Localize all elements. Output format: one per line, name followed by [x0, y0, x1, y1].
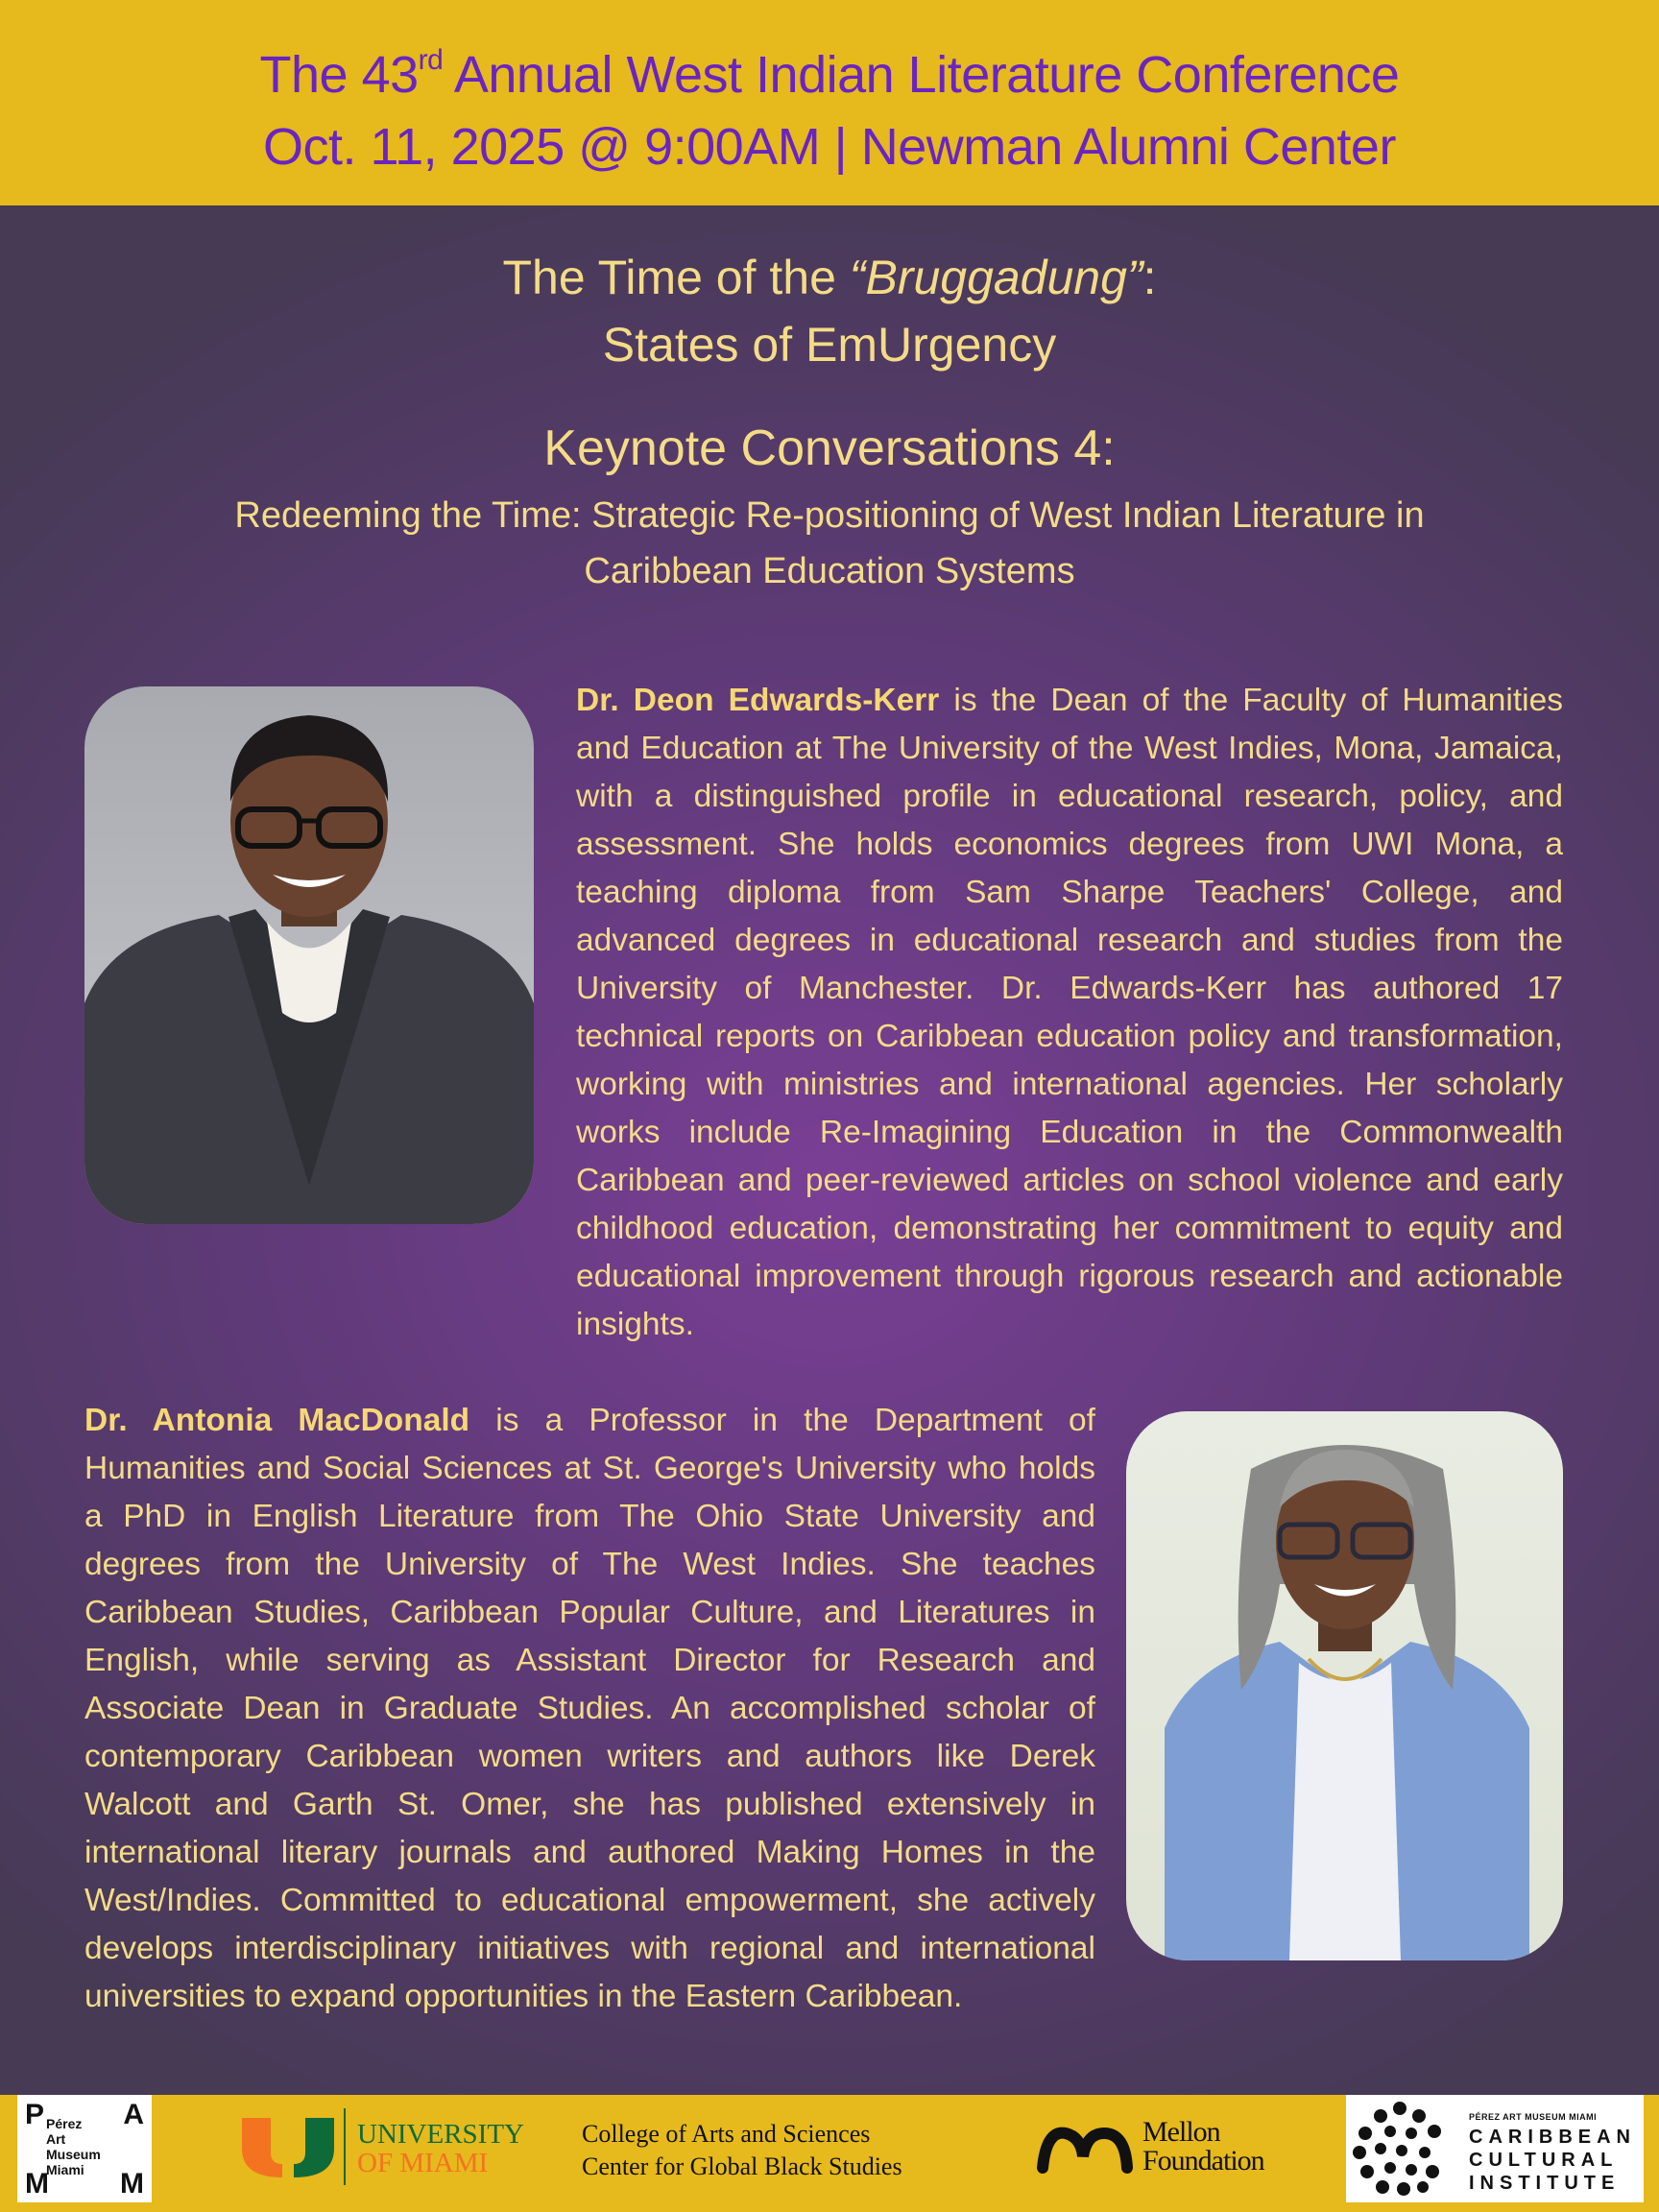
- speaker-photo-macdonald: [1126, 1411, 1563, 1960]
- title-block: [0, 244, 1659, 599]
- speaker-bio-edwards-kerr: Dr. Deon Edwards-Kerr is the Dean of the Faculty of Humanities and Education at The University of the West Indies, Mona, Jamaica, with a distinguished profile in educational research, policy, and assessment. She holds economics degrees from UWI Mona, a teaching diploma from Sam Sharpe Teachers' College, and advanced degrees in educational research and studies from the University of Manchester. Dr. Edwards-Kerr has authored 17 technical reports on Caribbean education policy and transformation, working with ministries and international agencies. Her scholarly works include Re-Imagining Education in the Commonwealth Caribbean and peer-reviewed articles on school violence and early childhood education, demonstrating her commitment to equity and educational improvement through rigorous research and actionable insights.: [576, 683, 1563, 1342]
- portrait-illustration: [1126, 1411, 1563, 1960]
- um-wordmark: UNIVERSITY OF MIAMI: [357, 2119, 524, 2178]
- cci-wordmark: CARIBBEAN CULTURAL INSTITUTE: [1469, 2127, 1636, 2194]
- portrait-illustration: [84, 686, 534, 1224]
- session-subtitle: Redeeming the Time: Strategic Re-positioning of West Indian Literature in Caribbean Education Systems: [234, 495, 1425, 591]
- speaker-photo-edwards-kerr: [84, 686, 534, 1224]
- um-u-logo-icon: [242, 2114, 334, 2177]
- speaker-bio-macdonald: Dr. Antonia MacDonald is a Professor in the Department of Humanities and Social Sciences at St. George's University who holds a PhD in English Literature from The Ohio State University and degrees from the University of The West Indies. She teaches Caribbean Studies, Caribbean Popular Culture, and Literatures in English, while serving as Assistant Director for Research and Associate Dean in Graduate Studies. An accomplished scholar of contemporary Caribbean women writers and authors like Derek Walcott and Garth St. Omer, she has published extensively in international literary journals and authored Making Homes in the West/Indies. Committed to educational empowerment, she actively develops interdisciplinary initiatives with regional and international universities to expand opportunities in the Eastern Caribbean.: [84, 1403, 1095, 2014]
- um-divider: [344, 2108, 346, 2185]
- poster-body: [0, 205, 1659, 2095]
- cci-logo: PÉREZ ART MUSEUM MIAMI CARIBBEAN CULTURAL INSTITUTE: [1346, 2095, 1644, 2202]
- conference-title: The 43rd Annual West Indian Literature Conference: [259, 44, 1400, 104]
- cci-dots-icon: [1352, 2101, 1448, 2197]
- ordinal-suffix: rd: [418, 44, 444, 76]
- session-title: Keynote Conversations 4:: [543, 421, 1116, 476]
- conference-header: [0, 0, 1659, 205]
- pam-logo: P A M M Pérez Art Museum Miami: [17, 2095, 152, 2202]
- college-credit: College of Arts and Sciences Center for Global Black Studies: [582, 2120, 902, 2180]
- conference-date-location: Oct. 11, 2025 @ 9:00AM | Newman Alumni Center: [263, 118, 1396, 176]
- theme-subtitle: States of EmUrgency: [602, 318, 1057, 372]
- speaker-name: Dr. Antonia MacDonald: [84, 1403, 470, 1438]
- theme-title: The Time of the “Bruggadung”:: [502, 251, 1157, 304]
- mellon-logo-icon: [1037, 2124, 1135, 2174]
- mellon-wordmark: Mellon Foundation: [1142, 2116, 1264, 2176]
- speaker-name: Dr. Deon Edwards-Kerr: [576, 683, 940, 718]
- pam-name: Pérez Art Museum Miami: [46, 2116, 101, 2177]
- sponsor-footer: [0, 2095, 1659, 2212]
